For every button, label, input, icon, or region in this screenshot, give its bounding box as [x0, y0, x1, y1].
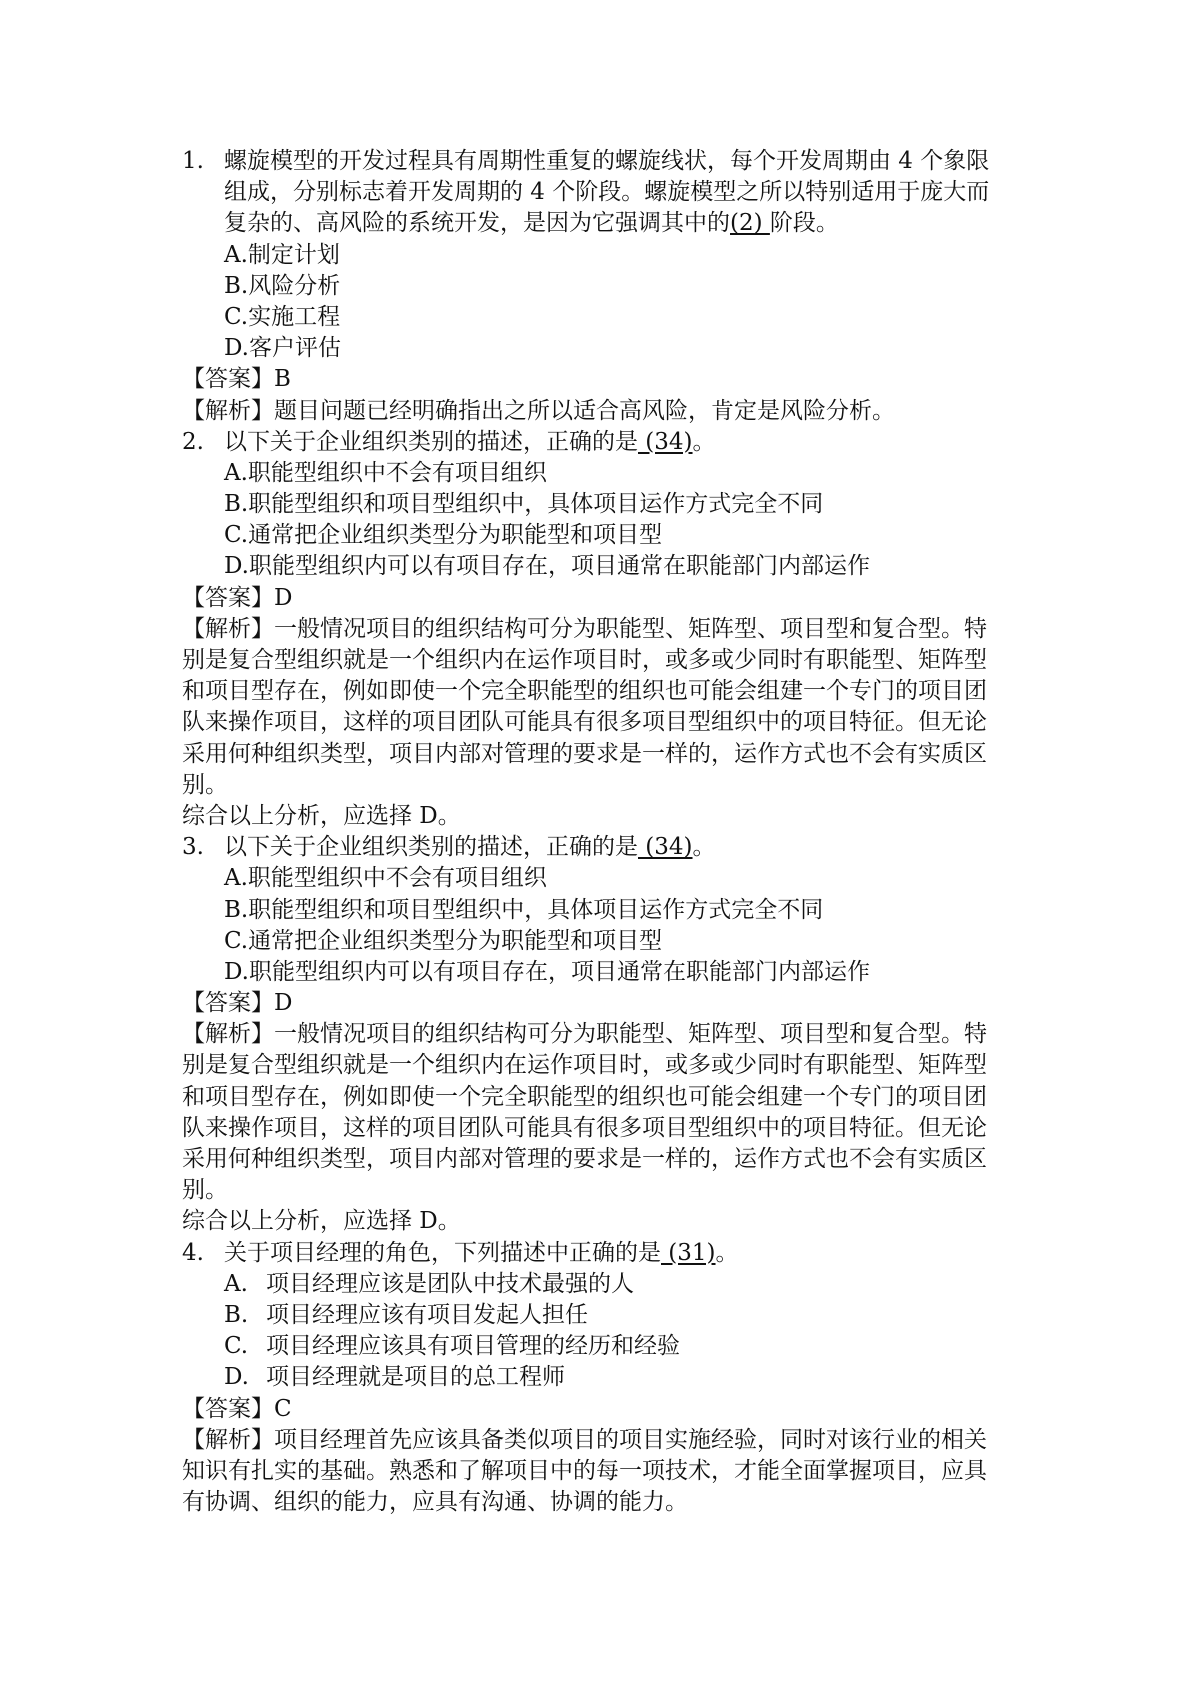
- answer-blank: (34): [638, 834, 693, 861]
- stem-line: 组成，分别标志着开发周期的 4 个阶段。螺旋模型之所以特别适用于庞大而: [224, 179, 990, 206]
- answer-blank: (34): [638, 428, 693, 455]
- answer-line: 【答案】D: [182, 584, 293, 611]
- answer-blank: (31): [661, 1239, 716, 1266]
- analysis-line: 别是复合型组织就是一个组织内在运作项目时，或多或少同时有职能型、矩阵型: [182, 1052, 987, 1079]
- conclusion-line: 综合以上分析，应选择 D。: [182, 802, 461, 829]
- option-a: A.制定计划: [224, 241, 340, 268]
- analysis-line: 知识有扎实的基础。熟悉和了解项目中的每一项技术，才能全面掌握项目，应具: [182, 1457, 987, 1484]
- option-a: A. 项目经理应该是团队中技术最强的人: [224, 1270, 634, 1297]
- option-b: B.职能型组织和项目型组织中，具体项目运作方式完全不同: [224, 491, 824, 518]
- question-4: [182, 1238, 1022, 1519]
- document-page: [182, 146, 1022, 1518]
- option-b: B. 项目经理应该有项目发起人担任: [224, 1301, 588, 1328]
- answer-blank: (2): [730, 210, 770, 237]
- option-c: C.通常把企业组织类型分为职能型和项目型: [224, 927, 663, 954]
- answer-line: 【答案】C: [182, 1395, 292, 1422]
- option-c: C. 项目经理应该具有项目管理的经历和经验: [224, 1333, 680, 1360]
- stem-line: 螺旋模型的开发过程具有周期性重复的螺旋线状，每个开发周期由 4 个象限: [224, 148, 990, 174]
- option-c: C.实施工程: [224, 303, 341, 330]
- question-3: [182, 832, 1022, 1237]
- answer-line: 【答案】D: [182, 990, 293, 1017]
- option-d: D.职能型组织内可以有项目存在，项目通常在职能部门内部运作: [224, 958, 870, 985]
- question-number: 1.: [182, 148, 204, 174]
- option-d: D.职能型组织内可以有项目存在，项目通常在职能部门内部运作: [224, 553, 870, 580]
- option-b: B.职能型组织和项目型组织中，具体项目运作方式完全不同: [224, 896, 824, 923]
- analysis-line: 和项目型存在，例如即使一个完全职能型的组织也可能会组建一个专门的项目团: [182, 678, 987, 705]
- option-d: D. 项目经理就是项目的总工程师: [224, 1364, 565, 1391]
- option-a: A.职能型组织中不会有项目组织: [224, 459, 547, 486]
- analysis-line: 采用何种组织类型，项目内部对管理的要求是一样的，运作方式也不会有实质区: [182, 740, 987, 767]
- question-number: 4.: [182, 1239, 204, 1266]
- option-b: B.风险分析: [224, 272, 341, 299]
- question-stem: 2. 以下关于企业组织类别的描述，正确的是 (34)。: [182, 427, 1022, 458]
- option-d: D.客户评估: [224, 335, 341, 362]
- analysis-line: 采用何种组织类型，项目内部对管理的要求是一样的，运作方式也不会有实质区: [182, 1146, 987, 1172]
- question-2: [182, 427, 1022, 832]
- analysis-line: 别。: [182, 1177, 228, 1204]
- analysis-line: 【解析】题目问题已经明确指出之所以适合高风险，肯定是风险分析。: [182, 397, 895, 424]
- question-stem: [182, 146, 1022, 177]
- option-a: A.职能型组织中不会有项目组织: [224, 865, 547, 892]
- analysis-line: 别是复合型组织就是一个组织内在运作项目时，或多或少同时有职能型、矩阵型: [182, 647, 987, 673]
- analysis-line: 和项目型存在，例如即使一个完全职能型的组织也可能会组建一个专门的项目团: [182, 1083, 987, 1110]
- question-stem: 3. 以下关于企业组织类别的描述，正确的是 (34)。: [182, 832, 1022, 863]
- answer-line: 【答案】B: [182, 366, 291, 393]
- stem-line: 复杂的、高风险的系统开发，是因为它强调其中的(2) 阶段。: [224, 210, 839, 237]
- question-1: [182, 146, 1022, 427]
- question-number: 3.: [182, 834, 204, 861]
- conclusion-line: 综合以上分析，应选择 D。: [182, 1208, 461, 1235]
- analysis-line: 有协调、组织的能力，应具有沟通、协调的能力。: [182, 1489, 688, 1516]
- analysis-line: 【解析】一般情况项目的组织结构可分为职能型、矩阵型、项目型和复合型。特: [182, 1021, 987, 1048]
- question-number: 2.: [182, 428, 204, 455]
- analysis-line: 【解析】项目经理首先应该具备类似项目的项目实施经验，同时对该行业的相关: [182, 1426, 987, 1453]
- option-c: C.通常把企业组织类型分为职能型和项目型: [224, 522, 663, 549]
- analysis-line: 队来操作项目，这样的项目团队可能具有很多项目型组织中的项目特征。但无论: [182, 709, 987, 736]
- analysis-line: 【解析】一般情况项目的组织结构可分为职能型、矩阵型、项目型和复合型。特: [182, 615, 987, 642]
- question-stem: 4. 关于项目经理的角色，下列描述中正确的是 (31)。: [182, 1238, 1022, 1269]
- analysis-line: 队来操作项目，这样的项目团队可能具有很多项目型组织中的项目特征。但无论: [182, 1114, 987, 1141]
- analysis-line: 别。: [182, 771, 228, 798]
